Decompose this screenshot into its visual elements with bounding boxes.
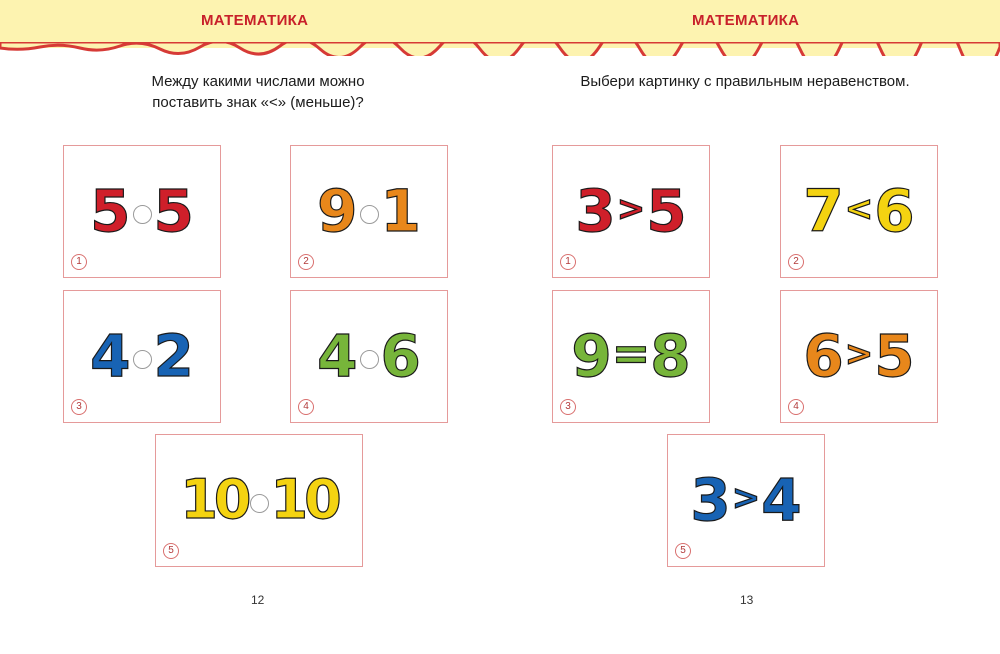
expression: [291, 177, 447, 245]
card-number-badge: 4: [298, 399, 314, 415]
expression: [781, 177, 937, 245]
left-card-1[interactable]: [63, 145, 221, 278]
left-number: 4: [317, 322, 358, 390]
left-question-line-2: поставить знак «<» (меньше)?: [152, 94, 364, 111]
left-number: 4: [90, 322, 131, 390]
header-wavy-edge: [0, 42, 1000, 56]
left-number: 6: [803, 322, 844, 390]
expression: [291, 322, 447, 390]
left-card-2[interactable]: [290, 145, 448, 278]
right-card-3[interactable]: [552, 290, 710, 423]
right-card-4[interactable]: [780, 290, 938, 423]
empty-sign-circle[interactable]: [133, 350, 152, 369]
right-number: 4: [761, 466, 802, 534]
empty-sign-circle[interactable]: [360, 350, 379, 369]
empty-sign-circle[interactable]: [133, 205, 152, 224]
right-number: 10: [270, 468, 338, 531]
expression: [553, 322, 709, 390]
empty-sign-circle[interactable]: [250, 494, 269, 513]
left-number: 9: [317, 177, 358, 245]
expression: [156, 469, 362, 531]
left-question: [140, 71, 376, 113]
expression: [64, 177, 220, 245]
left-number: 3: [575, 177, 616, 245]
expression: [668, 466, 824, 534]
left-card-5[interactable]: [155, 434, 363, 567]
page-header-band: [0, 0, 1000, 48]
right-number: 5: [646, 177, 687, 245]
card-number-badge: 3: [560, 399, 576, 415]
right-page-title: МАТЕМАТИКА: [692, 12, 800, 29]
card-number-badge: 5: [163, 543, 179, 559]
left-question-line-1: Между какими числами можно: [151, 73, 365, 90]
right-card-1[interactable]: [552, 145, 710, 278]
left-card-4[interactable]: [290, 290, 448, 423]
right-number: 1: [380, 177, 421, 245]
left-number: 9: [571, 322, 612, 390]
comparison-sign: >: [731, 478, 761, 518]
card-number-badge: 5: [675, 543, 691, 559]
left-page-title: МАТЕМАТИКА: [201, 12, 309, 29]
right-number: 5: [153, 177, 194, 245]
left-card-3[interactable]: [63, 290, 221, 423]
left-number: 10: [180, 468, 248, 531]
right-card-2[interactable]: [780, 145, 938, 278]
right-question: [560, 71, 930, 92]
card-number-badge: 3: [71, 399, 87, 415]
header-edge-shape: [0, 42, 1000, 56]
expression: [781, 322, 937, 390]
card-number-badge: 4: [788, 399, 804, 415]
card-number-badge: 2: [788, 254, 804, 270]
comparison-sign: =: [611, 326, 651, 380]
comparison-sign: >: [616, 189, 646, 229]
empty-sign-circle[interactable]: [360, 205, 379, 224]
left-number: 3: [690, 466, 731, 534]
right-page-number: 13: [740, 593, 754, 607]
right-question-line-1: Выбери картинку с правильным неравенством.: [580, 73, 910, 90]
right-number: 2: [153, 322, 194, 390]
expression: [64, 322, 220, 390]
right-number: 8: [650, 322, 691, 390]
right-number: 6: [380, 322, 421, 390]
left-page-number: 12: [251, 593, 265, 607]
card-number-badge: 2: [298, 254, 314, 270]
left-number: 5: [90, 177, 131, 245]
right-number: 5: [874, 322, 915, 390]
card-number-badge: 1: [560, 254, 576, 270]
card-number-badge: 1: [71, 254, 87, 270]
left-number: 7: [803, 177, 844, 245]
comparison-sign: <: [844, 189, 874, 229]
right-card-5[interactable]: [667, 434, 825, 567]
comparison-sign: >: [844, 334, 874, 374]
right-number: 6: [874, 177, 915, 245]
expression: [553, 177, 709, 245]
